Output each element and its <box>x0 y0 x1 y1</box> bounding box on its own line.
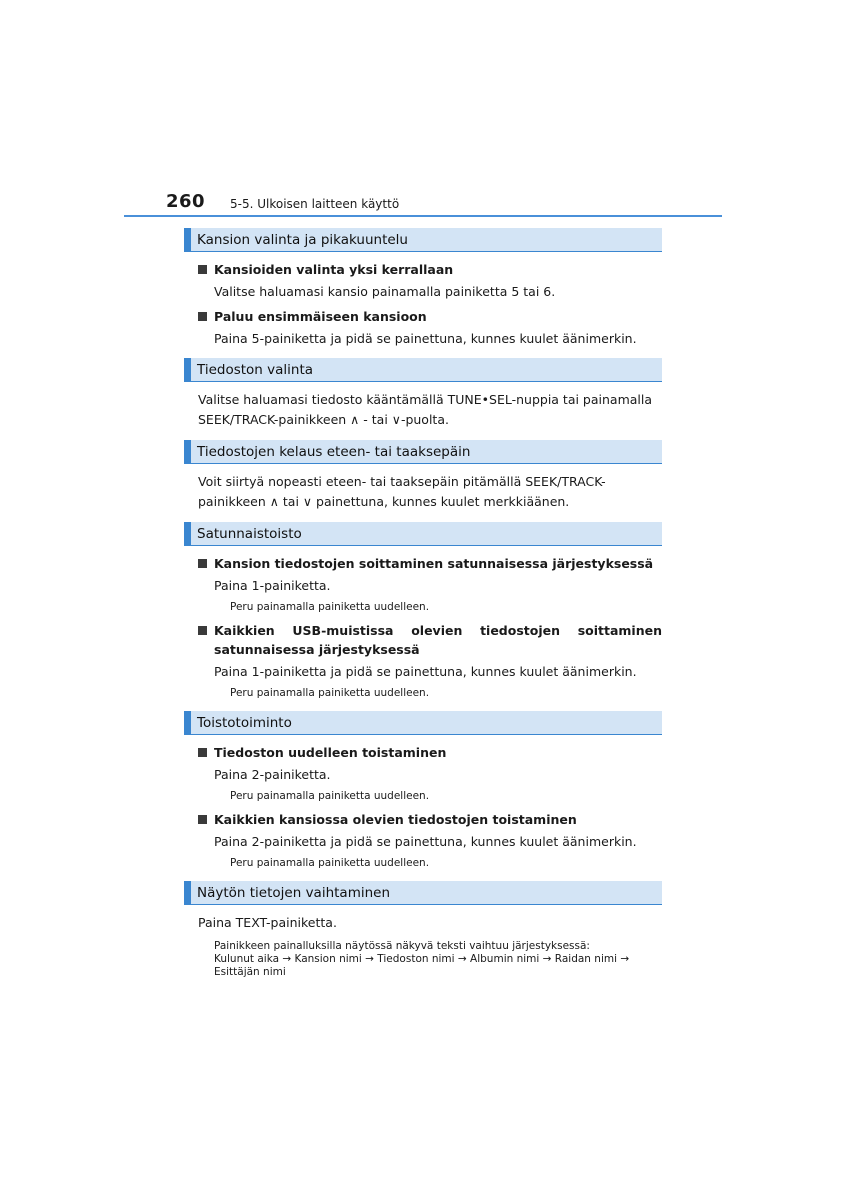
item-heading: Kansioiden valinta yksi kerrallaan <box>184 260 662 279</box>
item-heading: Paluu ensimmäiseen kansioon <box>184 307 662 326</box>
section-file-selection <box>184 358 662 430</box>
section-heading: Toistotoiminto <box>184 711 662 735</box>
item-note: Peru painamalla painiketta uudelleen. <box>230 857 430 869</box>
item-note: Peru painamalla painiketta uudelleen. <box>230 790 430 802</box>
section-folder-selection <box>184 228 662 348</box>
section-text: Voit siirtyä nopeasti eteen- tai taaksepäin pitämällä SEEK/TRACK-painikkeen ∧ tai ∨ painettuna, kunnes kuulet merkkiäänen. <box>198 474 606 509</box>
item-note: Peru painamalla painiketta uudelleen. <box>230 601 430 613</box>
item-body: Paina 1-painiketta. <box>214 578 331 593</box>
item-heading: Kaikkien kansiossa olevien tiedostojen toistaminen <box>184 810 662 829</box>
square-bullet-icon <box>198 265 207 274</box>
section-heading: Satunnaistoisto <box>184 522 662 546</box>
section-display-info-change <box>184 881 662 980</box>
square-bullet-icon <box>198 815 207 824</box>
section-random-playback <box>184 522 662 701</box>
item-body: Paina 2-painiketta ja pidä se painettuna, kunnes kuulet äänimerkin. <box>214 834 637 849</box>
square-bullet-icon <box>198 559 207 568</box>
item-heading: Kansion tiedostojen soittaminen satunnaisessa järjestyksessä <box>184 554 662 573</box>
section-text: Valitse haluamasi tiedosto kääntämällä TUNE•SEL-nuppia tai painamalla SEEK/TRACK-painikkeen ∧ - tai ∨-puolta. <box>198 392 653 427</box>
section-heading: Näytön tietojen vaihtaminen <box>184 881 662 905</box>
item-heading: Tiedoston uudelleen toistaminen <box>184 743 662 762</box>
page-content <box>184 228 662 986</box>
item-body: Valitse haluamasi kansio painamalla painiketta 5 tai 6. <box>214 284 556 299</box>
section-text: Paina TEXT-painiketta. <box>198 915 337 930</box>
note-line: Kulunut aika → Kansion nimi → Tiedoston nimi → Albumin nimi → Raidan nimi → <box>214 953 630 965</box>
chapter-title: 5-5. Ulkoisen laitteen käyttö <box>230 197 400 211</box>
square-bullet-icon <box>198 748 207 757</box>
item-heading: Kaikkien USB-muistissa olevien tiedostojen soittaminen satunnaisessa järjestyksessä <box>184 621 662 659</box>
square-bullet-icon <box>198 312 207 321</box>
section-fast-forward-rewind <box>184 440 662 512</box>
section-heading: Tiedoston valinta <box>184 358 662 382</box>
note-line: Esittäjän nimi <box>214 966 286 978</box>
section-repeat-playback <box>184 711 662 871</box>
item-body: Paina 5-painiketta ja pidä se painettuna, kunnes kuulet äänimerkin. <box>214 331 637 346</box>
page-number: 260 <box>166 191 206 212</box>
item-note: Peru painamalla painiketta uudelleen. <box>230 687 430 699</box>
square-bullet-icon <box>198 626 207 635</box>
section-heading: Tiedostojen kelaus eteen- tai taaksepäin <box>184 440 662 464</box>
item-body: Paina 2-painiketta. <box>214 767 331 782</box>
item-body: Paina 1-painiketta ja pidä se painettuna, kunnes kuulet äänimerkin. <box>214 664 637 679</box>
note-line: Painikkeen painalluksilla näytössä näkyvä teksti vaihtuu järjestyksessä: <box>214 940 590 952</box>
section-heading: Kansion valinta ja pikakuuntelu <box>184 228 662 252</box>
header-rule <box>124 215 722 217</box>
